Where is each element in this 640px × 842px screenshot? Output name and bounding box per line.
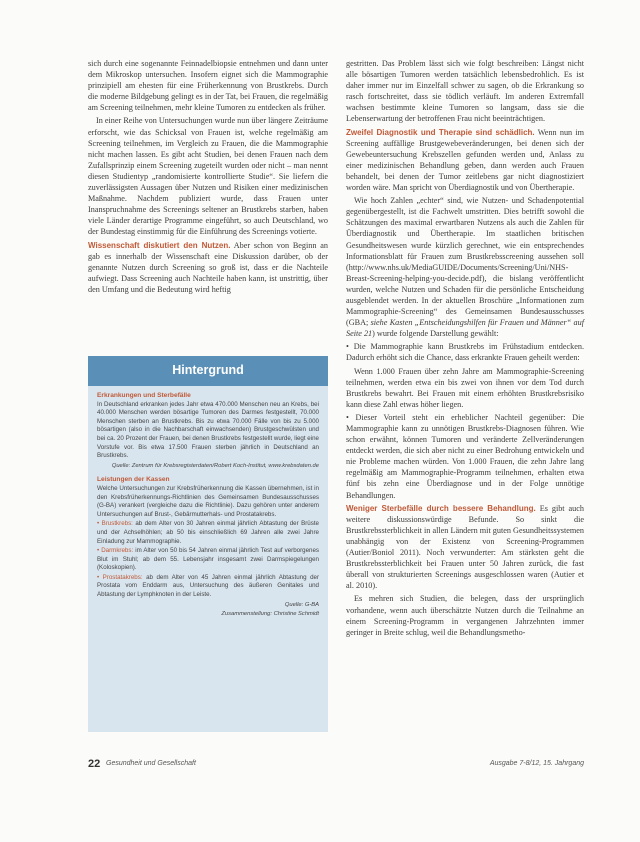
paragraph (346, 195, 584, 339)
paragraph-text: Aber schon von Beginn an gab es innerhalb der Wissenschaft eine Diskussion darüber, ob der genannte Nutzen durch Screening so groß ist, dass er die Nachteile aufwiegt. Dass Screening auch Nachteile haben kann, ist unstrittig, über den Umfang und die Bedeutung wird heftig (88, 240, 328, 294)
box-subheading: Leistungen der Kassen (97, 476, 170, 484)
box-bullet (97, 574, 319, 600)
paragraph: sich durch eine sogenannte Feinnadelbiopsie entnehmen und dann unter dem Mikroskop untersuchen. Insofern eignet sich die Mammographie prinzipiell am ehesten für eine Früherkennung von Brustkrebs. Durch die moderne Bildgebung gelingt es in der Tat, bei Frauen, die regelmäßig am Screening teilnehmen, mehr kleine Tumoren zu entdecken als früher. (88, 59, 328, 113)
box-subheading: Erkrankungen und Sterbefälle (97, 392, 191, 399)
box-body (88, 386, 328, 619)
box-header (88, 356, 328, 386)
bullet-text: ab dem Alter von 45 Jahren einmal jährlich Abtastung der Prostata vom Enddarm aus, Untersuchung des äußeren Genitales und Abtastung der Lymphknoten in der Leiste. (97, 573, 320, 599)
subheading: Zweifel Diagnostik und Therapie sind schädlich. (346, 127, 535, 137)
left-column (88, 58, 328, 297)
paragraph: Wenn 1.000 Frauen über zehn Jahre am Mammographie-Screening teilnehmen, werden etwa ein bis zwei von ihnen vor dem Tod durch Brustkrebs bewahrt. Bei Frauen mit einem erhöhten Brustkrebsrisiko kann diese Zahl etwas höher liegen. (346, 366, 584, 409)
bullet-label: • Darmkrebs: (97, 547, 134, 555)
background-info-box (88, 356, 328, 732)
subheading: Wissenschaft diskutiert den Nutzen. (88, 240, 231, 250)
bullet-paragraph: • Dieser Vorteil steht ein erheblicher Nachteil gegenüber: Die Mammographie kann zu unnötigen Brustkrebs-Diagnosen führen. Wie schon erwähnt, können Tumoren und veränderte Zellveränderungen entdeckt werden, die sich aber nicht zu einer Bedrohung entwickeln und nie Probleme machen würden. Von 1.000 Frauen, die zehn Jahre lang regelmäßig am Mammographie-Programm teilnehmen, erhalten etwa fünf bis zehn eine Überdiagnose und in der Folge unnötige Behandlungen. (346, 412, 584, 500)
page-footer (88, 758, 584, 772)
paragraph: In einer Reihe von Untersuchungen wurde nun über längere Zeiträume erforscht, wie das Schicksal von Frauen ist, welche regelmäßig am Screening teilnehmen, im Vergleich zu Frauen, die die Mammographie nicht machen lassen. Es gibt acht Studien, bei denen Frauen nach dem Zufallsprinzip einem Screening zugeteilt wurden oder nicht – man nennt diesen Studientyp „randomisierte kontrollierte Studie“. Sie liefern die zuverlässigsten Aussagen über Nutzen und Risiken einer medizinischen Maßnahme. Nachdem publiziert wurde, dass Frauen unter Inanspruchnahme des Screenings seltener an Brustkrebs starben, haben viele Länder derartige Programme eingeführt, so auch Deutschland, wo der Bundestag einstimmig für die Einführung des Screenings votierte. (88, 116, 328, 237)
paragraph-emphasis: siehe Kasten „Entscheidungshilfen für Frauen und Männer“ auf Seite 21 (346, 318, 584, 339)
subheading: Weniger Sterbefälle durch bessere Behandlung. (346, 503, 536, 513)
paragraph: gestritten. Das Problem lässt sich wie folgt beschreiben: Längst nicht alle bösartigen Tumoren werden tatsächlich lebensbedrohlich. Es ist daher immer nur im Einzelfall schwer zu sagen, ob die Erkrankung so rasch fortschreitet, dass sie tödlich verläuft. Im anderen Extremfall wachsen bestimmte kleine Tumoren so langsam, dass sie die Lebenserwartung der betroffenen Frau nicht beeinträchtigen. (346, 59, 584, 124)
paragraph (346, 127, 584, 194)
paragraph-text: ) wurde folgende Darstellung gewählt: (372, 329, 499, 339)
magazine-name: Gesundheit und Gesellschaft (106, 760, 196, 767)
bullet-text: ab dem Alter von 30 Jahren einmal jährlich Abtastung der Brüste und der Achselhöhlen; ab 50 bis einschließlich 69 Jahren alle zwei Jahre Einladung zur Mammographie. (97, 520, 319, 545)
right-column (346, 58, 584, 640)
box-text: In Deutschland erkranken jedes Jahr etwa 470.000 Menschen neu an Krebs, bei 40.000 Menschen werden bösartige Tumoren des Darmes festgestellt, 70.000 Menschen sterben an Brustkrebs. Bis zu etwa 70.000 Fälle von bis zu 5.000 bösartigen (also in die Nachbarschaft einwachsenden) Brustgeschwülsten und bei ca. 20 Prozent der Frauen, bei denen Brustkrebs festgestellt wurde, liegt eine Vorstufe vor. Bis etwa 17.500 Frauen sterben jährlich in Deutschland an Brustkrebs. (97, 400, 319, 460)
page-number: 22 (88, 758, 101, 770)
box-title: Hintergrund (172, 363, 244, 377)
bullet-label: • Brustkrebs: (97, 520, 133, 528)
box-bullet (97, 520, 319, 546)
box-bullet (97, 547, 319, 573)
issue-info: Ausgabe 7-8/12, 15. Jahrgang (489, 760, 584, 767)
bullet-paragraph: • Die Mammographie kann Brustkrebs im Frühstadium entdecken. Dadurch erhöht sich die Chance, dass erkrankte Frauen geheilt werden: (346, 342, 584, 363)
box-source: Quelle: Zentrum für Krebsregisterdaten/Robert Koch-Institut, www.krebsdaten.de (111, 462, 319, 469)
paragraph (88, 240, 328, 295)
paragraph (346, 503, 584, 592)
box-text: Welche Untersuchungen zur Krebsfrüherkennung die Kassen übernehmen, ist in den Krebsfrüherkennungs-Richtlinien des Gemeinsamen Bundesausschusses (G-BA) verankert (vergleiche dazu die Richtlinie). Dazu gehören unter anderem Untersuchungen auf Brust-, Gebärmutterhals- und Prostatakrebs. (97, 484, 319, 518)
bullet-label: • Prostatakrebs: (97, 573, 143, 581)
paragraph: Es mehren sich Studien, die belegen, dass der ursprünglich vorhandene, wenn auch überschätzte Nutzen durch die Teilnahme an einem Screening-Programm in vergangenen Jahrzehnten immer geringer in Breite schlug, weil die Behandlungsmetho- (346, 594, 584, 637)
paragraph-text: Wenn nun im Screening auffällige Brustgewebeveränderungen, bei denen sich der Gewebeuntersuchung Krebszellen gefunden werden und, Anlass zu einer medizinischen Behandlung geben, dann werden auch Frauen behandelt, bei denen der Tumor zeitlebens gar nicht diagnostiziert worden wäre. Man spricht von Überdiagnostik und von Übertherapie. (346, 127, 585, 193)
paragraph-text: Wie hoch Zahlen „echter“ sind, wie Nutzen- und Schadenpotential gegenübergestellt, ist die Fachwelt umstritten. Dies betrifft sowohl die Schätzungen des maximal erwartbaren Nutzens als auch die Zahlen für Überdiagnostik und Übertherapie. Im staatlichen britischen Gesundheitswesen wurde kürzlich gerechnet, wie ein entsprechendes Informationsblatt für Frauen zum Brustkrebsscreening aussehen soll (http://www.nhs.uk/MediaGUIDE/Documents/Screening/Uni/NHS-Breast-Screening-helping-you-decide.pdf), die bislang veröffentlicht wurden, welche Nutzen und Schaden für die persönliche Entscheidung ausgeblendet werden. In der aktuellen Broschüre „Informationen zum Mammographie-Screening“ des Gemeinsamen Bundesausschusses (GBA; (346, 196, 584, 328)
box-credit: Quelle: G-BA (284, 601, 319, 608)
box-credit: Zusammenstellung: Christine Schmidt (221, 611, 319, 618)
paragraph-text: Es gibt auch weitere diskussionswürdige Befunde. So sinkt die Brustkrebssterblichkeit in allen Ländern mit guten Gesundheitssystemen unabhängig von der Existenz von Screening-Programmen (Autier/Boniol 2011). Noch verwunderter: Am stärksten geht die Brustkrebssterblichkeit bei Frauen unter 50 Jahren zurück, die fast überall von strukturierten Screenings ausgeschlossen waren (Autier et al. 2010). (346, 503, 584, 591)
bullet-text: im Alter von 50 bis 54 Jahren einmal jährlich Test auf verborgenes Blut im Stuhl; ab dem 55. Lebensjahr insgesamt zwei Darmspiegelungen (Koloskopien). (97, 547, 320, 572)
